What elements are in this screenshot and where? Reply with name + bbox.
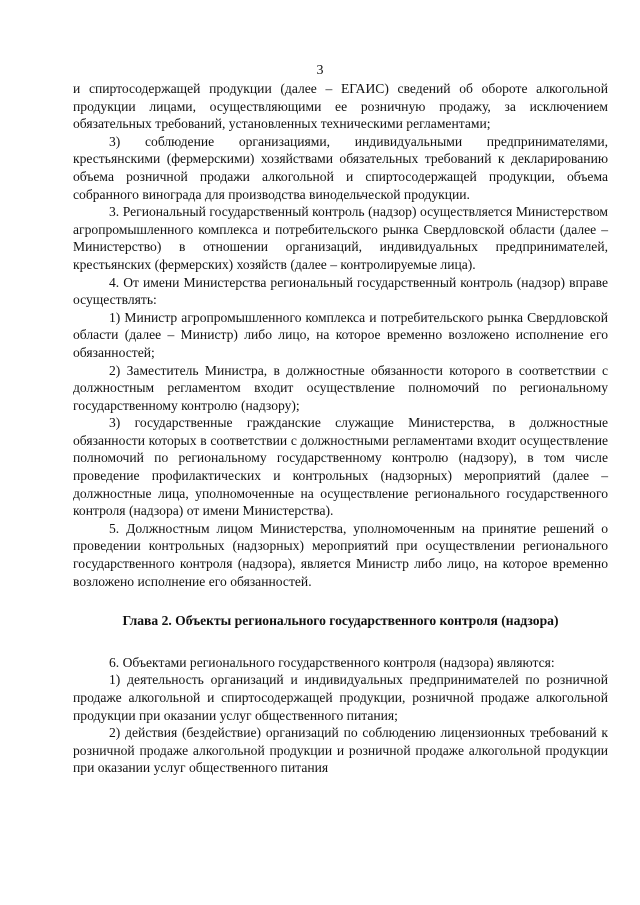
clause-4-authorized: 4. От имени Министерства региональный государственный контроль (надзор) вправе осуществлять: bbox=[73, 274, 608, 308]
list-item-3-declaration: 3) соблюдение организациями, индивидуальными предпринимателями, крестьянскими (фермерскими) хозяйствами обязательных требований к декларированию объема розничной продажи алкогольной и спиртосодержащей продукции, объема собранного винограда для производства винодельческой продукции. bbox=[73, 133, 608, 202]
list-item-1-minister: 1) Министр агропромышленного комплекса и потребительского рынка Свердловской области (далее – Министр) либо лицо, на которое временно возложено исполнение его обязанностей; bbox=[73, 309, 608, 360]
clause-3-ministry: 3. Региональный государственный контроль (надзор) осуществляется Министерством агропромышленного комплекса и потребительского рынка Свердловской области (далее – Министерство) в отношении организаций, индивидуальных предпринимателей, крестьянских (фермерских) хозяйств (далее – контролируемые лица). bbox=[73, 204, 608, 272]
list-item-2-deputy: 2) Заместитель Министра, в должностные обязанности которого в соответствии с должностным регламентом входит осуществление полномочий по региональному государственному контролю (надзору); bbox=[73, 362, 608, 413]
document-body bbox=[73, 80, 608, 777]
page-number: 3 bbox=[316, 63, 324, 78]
clause-5-decision-maker: 5. Должностным лицом Министерства, уполномоченным на принятие решений о проведении контрольных (надзорных) мероприятий при осуществлении регионального государственного контроля (надзора), является Министр либо лицо, на которое временно возложено исполнение его обязанностей. bbox=[73, 520, 608, 589]
list-item-3-civil-servants: 3) государственные гражданские служащие Министерства, в должностные обязанности которых в соответствии с должностными регламентами входит осуществление полномочий по региональному государственному контролю (надзору), в том числе проведение профилактических и контрольных (надзорных) мероприятий (далее – должностные лица, уполномоченные на осуществление регионального государственного контроля (надзора) от имени Министерства). bbox=[73, 415, 608, 519]
chapter-heading: Глава 2. Объекты регионального государственного контроля (надзора) bbox=[122, 613, 559, 629]
paragraph-continuation: и спиртосодержащей продукции (далее – ЕГАИС) сведений об обороте алкогольной продукции лицами, осуществляющими ее розничную продажу, за исключением обязательных требований, установленных техническими регламентами; bbox=[73, 81, 608, 132]
list-item-2-actions: 2) действия (бездействие) организаций по соблюдению лицензионных требований к розничной продаже алкогольной продукции и розничной продаже алкогольной продукции при оказании услуг общественного питания bbox=[73, 725, 608, 776]
clause-6-objects: 6. Объектами регионального государственного контроля (надзора) являются: bbox=[109, 654, 555, 670]
list-item-1-activity: 1) деятельность организаций и индивидуальных предпринимателей по розничной продаже алкогольной и спиртосодержащей продукции, розничной продаже алкогольной продукции при оказании услуг общественного питания; bbox=[73, 672, 608, 723]
